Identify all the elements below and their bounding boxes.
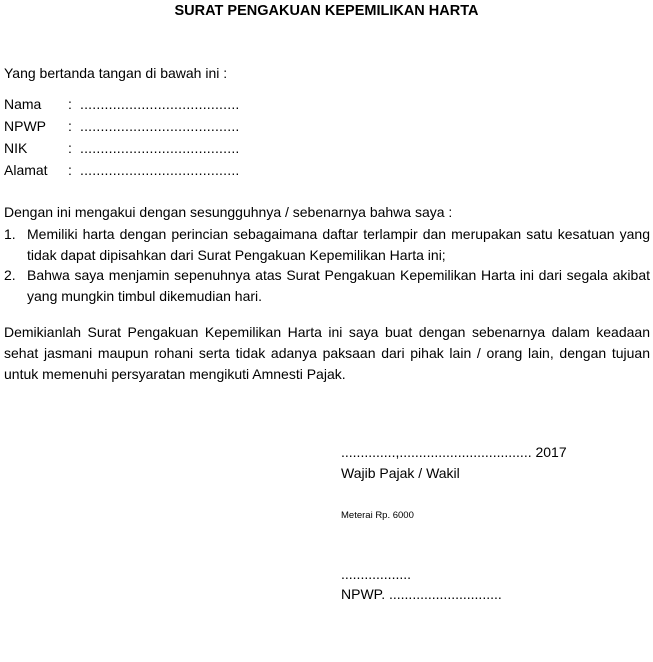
list-number: 2.: [4, 267, 16, 283]
list-text: Memiliki harta dengan perincian sebagaimana daftar terlampir dan merupakan satu kesatuan yang tidak dapat dipisahkan dari Surat Pengakuan Kepemilikan Harta ini;: [27, 226, 650, 263]
field-label: Alamat: [4, 162, 48, 178]
field-label: NIK: [4, 140, 28, 156]
statement-intro: Dengan ini mengakui dengan sesungguhnya / sebenarnya bahwa saya :: [4, 204, 453, 220]
field-colon: :: [68, 162, 72, 178]
field-colon: :: [68, 118, 72, 134]
meterai-label: Meterai Rp. 6000: [341, 510, 414, 521]
field-label: NPWP: [4, 118, 46, 134]
field-dots: .......................................: [80, 140, 240, 156]
signature-npwp-line: NPWP. .............................: [341, 586, 502, 602]
field-colon: :: [68, 140, 72, 156]
field-dots: .......................................: [80, 96, 240, 112]
field-colon: :: [68, 96, 72, 112]
signature-date-line: ..............,.................................. 2017: [341, 444, 567, 460]
signature-role: Wajib Pajak / Wakil: [341, 465, 460, 481]
closing-paragraph: Demikianlah Surat Pengakuan Kepemilikan Harta ini saya buat dengan sebenarnya dalam keadaan sehat jasmani maupun rohani serta tidak adanya paksaan dari pihak lain / orang lain, dengan tujuan untuk memenuhi persyaratan mengikuti Amnesti Pajak.: [4, 324, 650, 382]
document-title: SURAT PENGAKUAN KEPEMILIKAN HARTA: [174, 3, 479, 19]
field-label: Nama: [4, 96, 42, 112]
list-number: 1.: [4, 226, 16, 242]
field-dots: .......................................: [80, 162, 240, 178]
signature-name-dots: ..................: [341, 566, 412, 582]
list-text: Bahwa saya menjamin sepenuhnya atas Surat Pengakuan Kepemilikan Harta ini dari segala akibat yang mungkin timbul dikemudian hari.: [27, 267, 650, 304]
intro-text: Yang bertanda tangan di bawah ini :: [4, 65, 228, 81]
field-dots: .......................................: [80, 118, 240, 134]
